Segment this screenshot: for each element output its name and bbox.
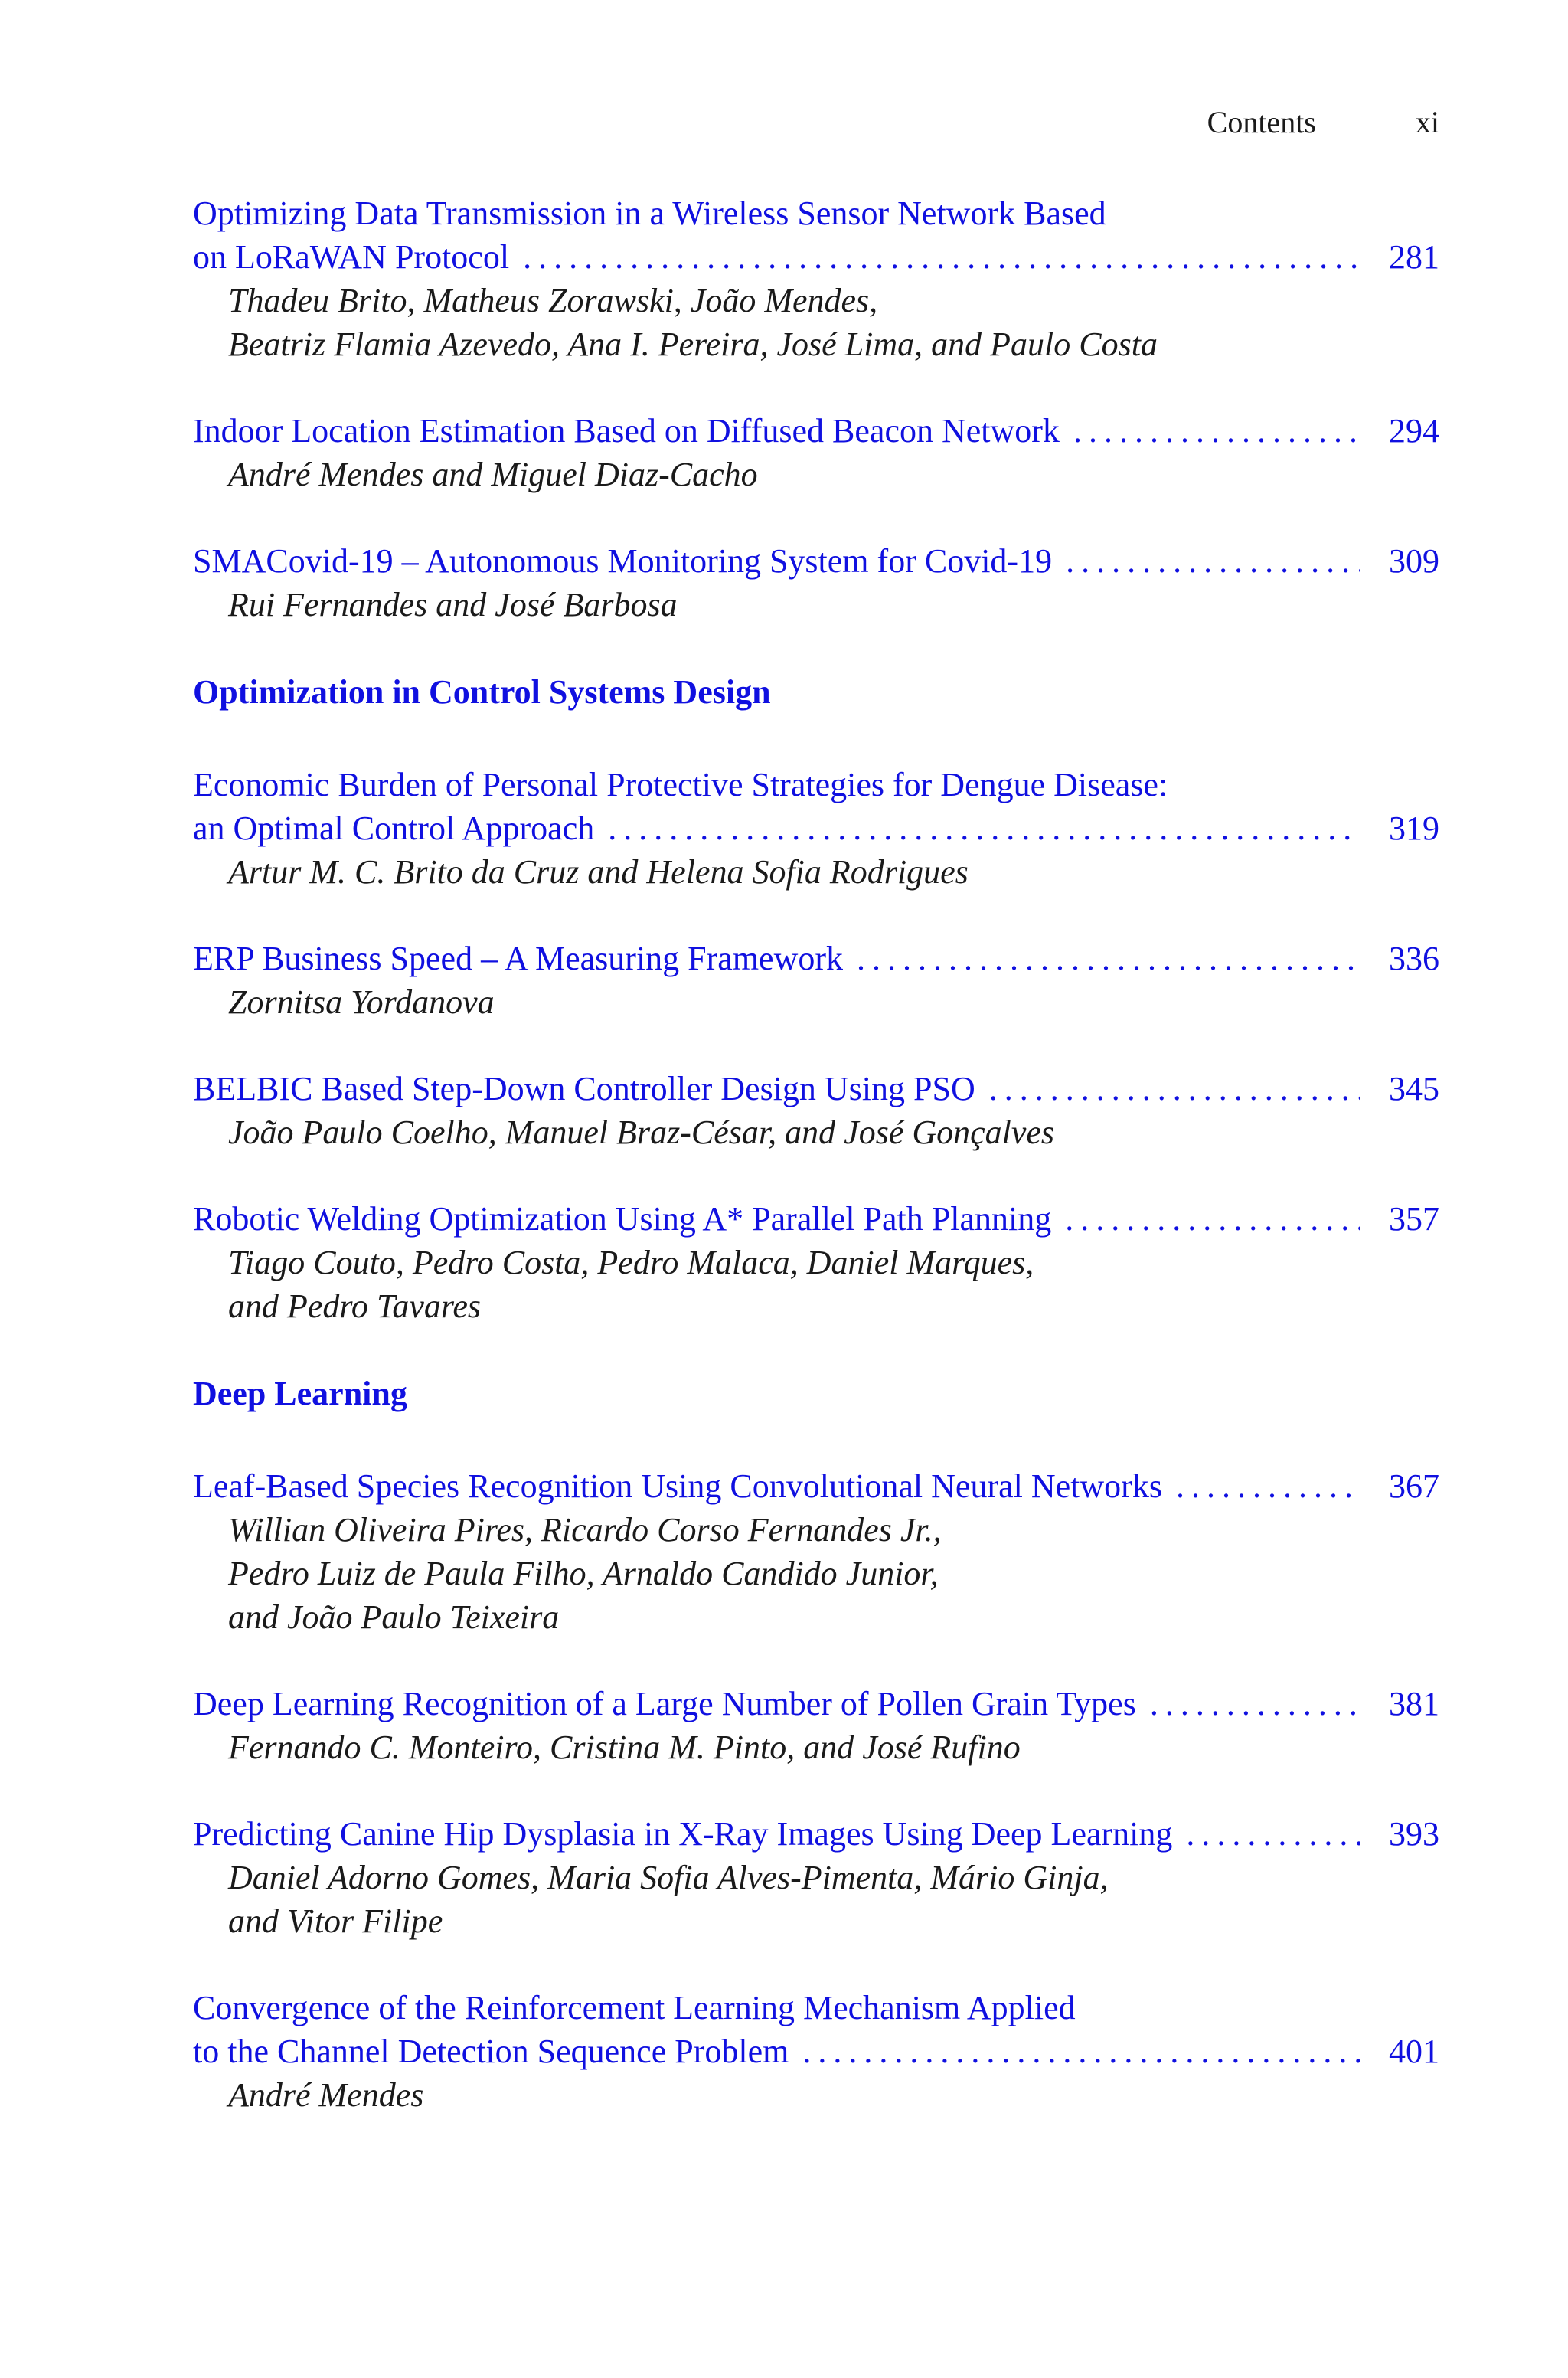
- entry-authors: Beatriz Flamia Azevedo, Ana I. Pereira, José Lima, and Paulo Costa: [228, 325, 1158, 363]
- entry-title-line[interactable]: [193, 806, 1439, 850]
- dot-leader: [1073, 409, 1360, 453]
- toc-entry: [193, 1067, 1439, 1154]
- entry-authors: Artur M. C. Brito da Cruz and Helena Sofia Rodrigues: [228, 853, 969, 891]
- entry-authors: and Vitor Filipe: [228, 1902, 443, 1940]
- entry-authors: Pedro Luiz de Paula Filho, Arnaldo Candido Junior,: [228, 1555, 939, 1592]
- dot-leader: [1150, 1682, 1360, 1725]
- entry-authors: and Pedro Tavares: [228, 1287, 481, 1325]
- dot-leader: [857, 937, 1360, 980]
- entry-title-text[interactable]: Robotic Welding Optimization Using A* Parallel Path Planning: [193, 1200, 1052, 1238]
- toc-entry: [193, 937, 1439, 1024]
- entry-page-number[interactable]: 401: [1389, 2033, 1439, 2070]
- entry-title-text[interactable]: ERP Business Speed – A Measuring Framework: [193, 940, 843, 977]
- dot-leader: [989, 1067, 1360, 1110]
- entry-authors: Willian Oliveira Pires, Ricardo Corso Fernandes Jr.,: [228, 1511, 942, 1549]
- dot-leader: [1066, 539, 1360, 583]
- entry-title-text[interactable]: on LoRaWAN Protocol: [193, 238, 510, 276]
- page-number: xi: [1415, 105, 1439, 139]
- running-header-label: Contents: [1207, 105, 1316, 139]
- dot-leader: [1176, 1464, 1360, 1508]
- entry-title-line[interactable]: [193, 1067, 1439, 1110]
- entry-title-text[interactable]: Predicting Canine Hip Dysplasia in X-Ray Images Using Deep Learning: [193, 1815, 1173, 1853]
- toc-entry: [193, 1986, 1439, 2117]
- entry-title-line[interactable]: [193, 191, 1439, 235]
- entry-title-line[interactable]: [193, 539, 1439, 583]
- entry-authors: Fernando C. Monteiro, Cristina M. Pinto, and José Rufino: [228, 1729, 1021, 1766]
- dot-leader: [802, 2030, 1360, 2073]
- section-heading[interactable]: Deep Learning: [193, 1375, 407, 1412]
- entry-title-text[interactable]: Indoor Location Estimation Based on Diffused Beacon Network: [193, 412, 1060, 450]
- entry-title-line[interactable]: [193, 1682, 1439, 1725]
- entry-title-line[interactable]: [193, 1812, 1439, 1856]
- entry-page-number[interactable]: 281: [1389, 238, 1439, 276]
- entry-title-text[interactable]: Leaf-Based Species Recognition Using Convolutional Neural Networks: [193, 1467, 1162, 1505]
- entry-authors: Thadeu Brito, Matheus Zorawski, João Mendes,: [228, 282, 878, 319]
- entry-title-line[interactable]: [193, 937, 1439, 980]
- entry-page-number[interactable]: 319: [1389, 810, 1439, 847]
- entry-title-text[interactable]: an Optimal Control Approach: [193, 810, 595, 847]
- entry-authors: Rui Fernandes and José Barbosa: [228, 586, 678, 623]
- entry-title-text[interactable]: Convergence of the Reinforcement Learning Mechanism Applied: [193, 1989, 1076, 2026]
- toc-entry: [193, 539, 1439, 626]
- toc-entry: [193, 1197, 1439, 1328]
- entry-page-number[interactable]: 309: [1389, 542, 1439, 580]
- entry-title-text[interactable]: Deep Learning Recognition of a Large Number of Pollen Grain Types: [193, 1685, 1136, 1722]
- toc-entry: [193, 1682, 1439, 1769]
- entry-title-line[interactable]: [193, 235, 1439, 279]
- dot-leader: [608, 806, 1360, 850]
- dot-leader: [1186, 1812, 1360, 1856]
- entry-page-number[interactable]: 294: [1389, 412, 1439, 450]
- entry-page-number[interactable]: 381: [1389, 1685, 1439, 1722]
- dot-leader: [523, 235, 1360, 279]
- entry-title-text[interactable]: BELBIC Based Step-Down Controller Design Using PSO: [193, 1070, 975, 1107]
- entry-authors: João Paulo Coelho, Manuel Braz-César, and José Gonçalves: [228, 1114, 1055, 1151]
- toc-entry: [193, 191, 1439, 366]
- entry-authors: and João Paulo Teixeira: [228, 1598, 560, 1636]
- section-heading[interactable]: Optimization in Control Systems Design: [193, 673, 771, 711]
- entry-title-text[interactable]: to the Channel Detection Sequence Problem: [193, 2033, 789, 2070]
- entry-authors: André Mendes and Miguel Diaz-Cacho: [228, 456, 758, 493]
- entry-authors: Daniel Adorno Gomes, Maria Sofia Alves-Pimenta, Mário Ginja,: [228, 1859, 1109, 1896]
- toc-entry: [193, 409, 1439, 496]
- dot-leader: [1065, 1197, 1360, 1241]
- entry-page-number[interactable]: 345: [1389, 1070, 1439, 1107]
- entry-title-line[interactable]: [193, 763, 1439, 806]
- entry-title-line[interactable]: [193, 1197, 1439, 1241]
- entry-title-text[interactable]: Economic Burden of Personal Protective Strategies for Dengue Disease:: [193, 766, 1168, 803]
- entry-title-text[interactable]: Optimizing Data Transmission in a Wireless Sensor Network Based: [193, 195, 1106, 232]
- entry-title-line[interactable]: [193, 409, 1439, 453]
- entry-page-number[interactable]: 336: [1389, 940, 1439, 977]
- entry-page-number[interactable]: 367: [1389, 1467, 1439, 1505]
- entry-title-line[interactable]: [193, 2030, 1439, 2073]
- table-of-contents: [193, 191, 1439, 2160]
- entry-title-text[interactable]: SMACovid-19 – Autonomous Monitoring System for Covid-19: [193, 542, 1053, 580]
- toc-entry: [193, 763, 1439, 894]
- entry-authors: André Mendes: [228, 2076, 424, 2114]
- toc-entry: [193, 1464, 1439, 1639]
- entry-page-number[interactable]: 357: [1389, 1200, 1439, 1238]
- entry-authors: Zornitsa Yordanova: [228, 983, 495, 1021]
- entry-title-line[interactable]: [193, 1464, 1439, 1508]
- entry-authors: Tiago Couto, Pedro Costa, Pedro Malaca, Daniel Marques,: [228, 1244, 1034, 1281]
- entry-page-number[interactable]: 393: [1389, 1815, 1439, 1853]
- toc-entry: [193, 1812, 1439, 1943]
- running-header: [1207, 104, 1439, 140]
- entry-title-line[interactable]: [193, 1986, 1439, 2030]
